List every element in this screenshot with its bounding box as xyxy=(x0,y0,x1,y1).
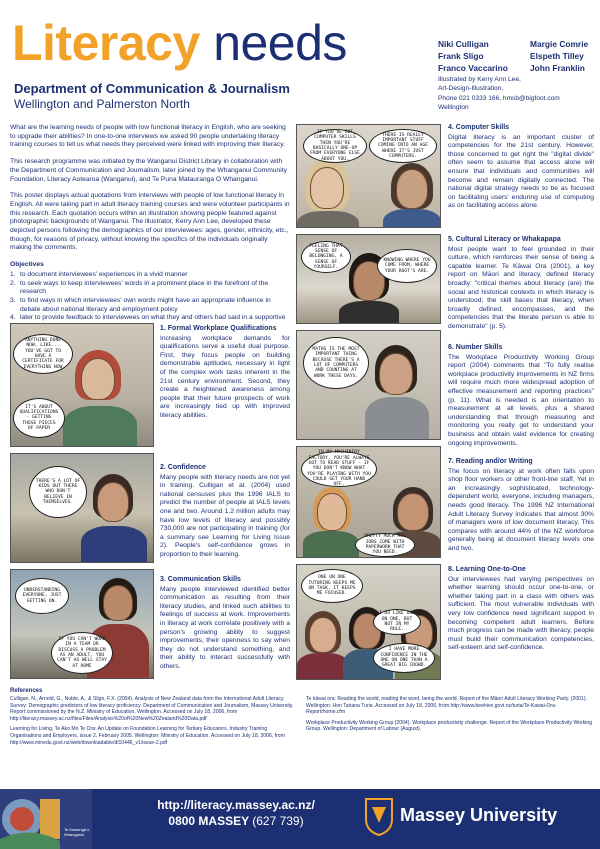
artwork-graphic xyxy=(0,789,92,849)
footer-contact xyxy=(136,797,336,829)
author-name: Frank Sligo xyxy=(438,51,484,61)
speech-bubble: IF YOU CAN'T WORK IN A TEAM OR DISCUSS A PROBLEM AS AN ADULT, YOU CAN'T AS WELL STAY AT HOME xyxy=(51,632,113,674)
objective-item: 4. later to provide feedback to interviewees on what they and others had said in a supportive xyxy=(10,314,286,322)
speech-bubble: MATHS IS THE MOST IMPORTANT THING BECAUSE THERE'S A LOT OF COMPUTERS AND COUNTING AT WORK THESE DAYS. xyxy=(303,337,369,389)
speech-bubble: FEELING THAT SENSE OF BELONGING, A SENSE OF YOURSELF. xyxy=(301,241,351,273)
section-4 xyxy=(448,124,594,211)
intro-paragraph: This research programme was initiated by the Wanganui District Library in collaboration with the Department of Communication and Journalism, later joined by the Whanganui Community Foundation, Literacy Aotearoa (Wanganui), and Te Puna Matauranga O Whanganui. xyxy=(10,158,287,183)
section-6 xyxy=(448,344,594,448)
section-body: Most people want to feel grounded in their culture, which reinforces their sense of being a capable learner. Te Kāwai Ora (2001), a key report on Māori and literacy, defined literacy broadly: "critical themes about literacy (are) the social and historical contexts in which literacy is understood; the skill bases that literacy, when broadly defined, encompasses, and the competencies that the literate person is able to demonstrate" (p. 5). xyxy=(448,245,594,330)
speech-bubble: PRETTY MUCH ALL JOBS COME WITH PAPERWORK THAT YOU NEED. xyxy=(355,533,415,557)
illustrator-line: Illustrated by Kerry Ann Lee, xyxy=(438,76,521,83)
illustration-panel-7 xyxy=(296,446,441,558)
author-name: Franco Vaccarino xyxy=(438,63,508,73)
speech-bubble: I DO LIKE ONE ON ONE, BUT NOT IN MY RULE. xyxy=(373,609,421,635)
illustrator-credit xyxy=(438,75,598,113)
speech-bubble: THERE'S A LOT OF KIDS OUT THERE WHO DON'T BELIEVE IN THEMSELVES. xyxy=(29,466,87,518)
objective-item: 3. to find ways in which interviewees' own words might have an appropriate influence in debate about national literacy and employment policy xyxy=(10,296,271,313)
illustration-panel-4 xyxy=(296,124,441,228)
speech-bubble: ONE ON ONE TUTORING KEEPS ME ON TASK. IT KEEPS ME FOCUSED. xyxy=(301,569,363,603)
illustrator-city: Wellington xyxy=(438,104,469,112)
illustration-panel-6 xyxy=(296,330,441,440)
section-8 xyxy=(448,566,594,653)
massey-university-logo: Massey University xyxy=(400,805,558,825)
illustration-panel-5 xyxy=(296,234,441,324)
title-word-literacy: Literacy xyxy=(12,15,200,71)
objective-item: 1. to document interviewees' experiences in a vivid manner xyxy=(10,270,188,278)
department-name: Department of Communication & Journalism xyxy=(14,81,290,96)
location: Wellington and Palmerston North xyxy=(14,97,190,111)
section-body: Our interviewees had varying perspectives on whether learning should occur one-to-one, or whether taking part in a class with others was sufficient. The most vulnerable individuals with very low confidence need significant support in becoming competent adult learners. Before much progress can be made with literacy, people must build their communication competencies, self-esteem and self-confidence. xyxy=(448,575,594,652)
objective-item: 2. to seek ways to keep interviewees' words in a prominent place in the forefront of the research xyxy=(10,279,269,296)
section-7 xyxy=(448,458,594,554)
speech-bubble: KNOWING WHERE YOU COME FROM, WHERE YOUR ROOT'S ARE. xyxy=(377,249,437,283)
section-3 xyxy=(160,576,290,672)
speech-bubble: IT'S ABOUT QUALIFICATIONS - GETTING THOSE PIECES OF PAPER xyxy=(13,398,65,438)
reference-item: Te kāwai ora: Reading the world, reading the word, being the world. Report of the Māori Adult Literacy Working Party. (2001). Wellington: Hon Tariana Turia. Accessed on July 18, 2006, from http://www.beehive.govt.nz/turia/Te-Kawai-Ora-Report/home.cfm xyxy=(306,696,587,716)
speech-bubble: IN MY MACHINERY FACTORY, YOU'RE ALWAYS GOT TO READ STUFF - IF YOU DON'T KNOW WHAT YOU'RE PLAYING WITH YOU COULD GET YOUR HAND OFF. xyxy=(301,451,377,487)
section-title: 5. Cultural Literacy or Whakapapa xyxy=(448,236,561,243)
section-body: Increasing workplace demands for qualifications serve a useful dual purpose. First, they focus people on building demonstrable aptitudes, necessary in light of the complex work tasks inherent in the 21st century environment. Second, they create a heightened awareness among people that their future prospects of work are increasingly tied up with improved literacy abilities. xyxy=(160,334,290,419)
university-crest-icon xyxy=(364,797,394,837)
section-title: 3. Communication Skills xyxy=(160,576,241,583)
references xyxy=(10,688,595,746)
intro-text xyxy=(10,124,290,332)
author-name: Niki Culligan xyxy=(438,39,489,49)
section-body: Digital literacy is an important cluster of competencies for the 21st century. However, those concerned to get right the "digital divide" often seem to assume that access alone will ensure that individuals and communities will become and remain digitally connected. The national digital strategy needs to be as focused on facilitating users' enduring use of computing as on facilitating access alone. xyxy=(448,133,594,210)
section-title: 8. Learning One-to-One xyxy=(448,566,526,573)
author-name: John Franklin xyxy=(530,63,585,73)
section-1 xyxy=(160,325,290,421)
title-word-needs: needs xyxy=(213,15,347,71)
section-body: The focus on literacy at work often falls upon shop floor workers or other front-line staff. Yet in an increasingly sophisticated, technology-dependent world, everyone, including managers, needs good literacy. The 1996 NZ International Adult Literacy Survey indicates that almost 30% of managers were of low document literacy. This compares with around 44% of the NZ workforce generally being at document literacy levels one and two. xyxy=(448,467,594,552)
artwork-caption: Te Kawenga o Whanganui xyxy=(64,827,90,837)
section-title: 6. Number Skills xyxy=(448,344,503,351)
website-link[interactable]: http://literacy.massey.ac.nz/ xyxy=(157,798,315,812)
section-5 xyxy=(448,236,594,332)
illustration-panel-2 xyxy=(10,453,154,563)
section-2 xyxy=(160,464,290,560)
references-heading: References xyxy=(10,688,43,694)
author-name: Margie Comrie xyxy=(530,39,589,49)
reference-item: Learning for Living, Te Ako Mo Te Ora: An Update on Foundation Learning for Tertiary Educators, Industry Training Organisations and Employers, issue 2, February 2005. Wellington: Ministry of Education. Accessed on July 18, 2006, from http://www.minedu.govt.nz/web/downloadable/dl10446_v1/issue-2.pdf xyxy=(10,726,285,746)
section-body: Many people interviewed identified better communication as resulting from their literacy studies, and linked such abilities to feelings of success at work. Improvements in literacy at work correlate positively with a person's growing ability to suggest improvements, their openness to say when they do not understand something, and their ability to interact successfully with others. xyxy=(160,585,290,670)
author-list xyxy=(438,38,598,74)
author-name: Elspeth Tilley xyxy=(530,51,584,61)
footer-bar xyxy=(0,789,600,849)
maori-artwork xyxy=(0,789,92,849)
section-title: 7. Reading and/or Writing xyxy=(448,458,533,465)
section-body: Many people with literacy needs are not yet in training. Culligan et al. (2004) used national censuses plus the 1996 IALS to predict the number of people at IALS levels one and two. Around 1.2 million adults may have low levels of literacy and possibly 730,000 are not participating in training (for a summary see Learning for Living Issue 2). People's self-confidence grows in proportion to their learning. xyxy=(160,473,290,558)
poster-header xyxy=(0,0,600,118)
illustration-panel-8 xyxy=(296,564,441,680)
speech-bubble: IF YOU'VE GOT COMPUTER SKILLS THEN YOU'RE BASICALLY ONE-UP FROM EVERYONE ELSE ABOUT YOU. xyxy=(303,129,367,163)
phone-line: 0800 MASSEY (627 739) xyxy=(168,814,304,828)
section-title: 4. Computer Skills xyxy=(448,124,510,131)
speech-bubble: UNDERSTANDING EVERYONE, JUST GETTING ON. xyxy=(15,578,69,614)
reference-item: Culligan, N., Arnold, G., Noble, A., & Sligo, F.X. (2004). Analysis of New Zealand data from the International Adult Literacy Survey: Demographic predictors of low literacy proficiency. Department of Communication and Journalism, Massey University. Report commissioned by the N.Z. Ministry of Education, Wellington. Accessed on July 18, 2006, from http://literacy.massey.ac.nz/files/Files/Analysis%20of%20New%20Zealand%20Data.pdf xyxy=(10,696,294,722)
intro-paragraph: This poster displays actual quotations from interviews with people of low functional literacy in English. All were taking part in adult literacy training courses and were volunteer participants in this research. Each quotation occurs within an illustration showing people featured against photographic backgrounds of Wanganui. The illustrator, Kerry Ann Lee, developed these depicted persons following the demographics of our interviewees: ages, gender, ethnicity, etc., though, for reasons of privacy, without knowing the specifics of the individuals originally making the comments. xyxy=(10,192,290,252)
speech-bubble: I HAVE MORE CONFIDENCE IN THE ONE ON ONE THAN A GREAT BIG CROWD. xyxy=(373,643,435,673)
reference-item: Workplace Productivity Working Group (2004). Workplace productivity challenge. Report of the Workplace Productivity Working Group. Wellington: Department of Labour (August). xyxy=(306,719,593,733)
objectives-heading: Objectives xyxy=(10,261,44,269)
section-title: 1. Formal Workplace Qualifications xyxy=(160,325,277,332)
poster-title xyxy=(12,16,347,70)
speech-bubble: THERE IS REALLY IMPORTANT STUFF COMING INTO AN AGE WHERE IT'S JUST COMPUTERS. xyxy=(369,129,437,163)
illustration-panel-1 xyxy=(10,323,154,447)
section-body: The Workplace Productivity Working Group report (2004) comments that "To fully realise workplace productivity improvements in NZ firms will require much more widespread adoption of effective measurement and reporting practices" (p. 11). What is needed is an orientation to measurement at all levels, plus a shared understanding that through measuring and monitoring you really get to understand your business and obtain valid evidence for creating ongoing improvements. xyxy=(448,353,594,447)
illustration-panel-3 xyxy=(10,569,154,679)
illustrator-line: Art-Design-Illustration, xyxy=(438,85,504,93)
intro-paragraph: What are the learning needs of people with low functional literacy in English, who are seeking to upgrade their abilities? In one-to-one interviews we asked 90 people undertaking literacy training courses to tell us what needs they perceived were linked with improving their literacy. xyxy=(10,124,286,149)
section-title: 2. Confidence xyxy=(160,464,206,471)
speech-bubble: ANYTHING DONE NOW, LIKE... YOU'VE GOT TO HAVE A CERTIFICATE FOR EVERYTHING NOW xyxy=(13,334,73,374)
illustrator-contact: Phone 021 0333 166, hmsb@bigfoot.com xyxy=(438,94,560,102)
